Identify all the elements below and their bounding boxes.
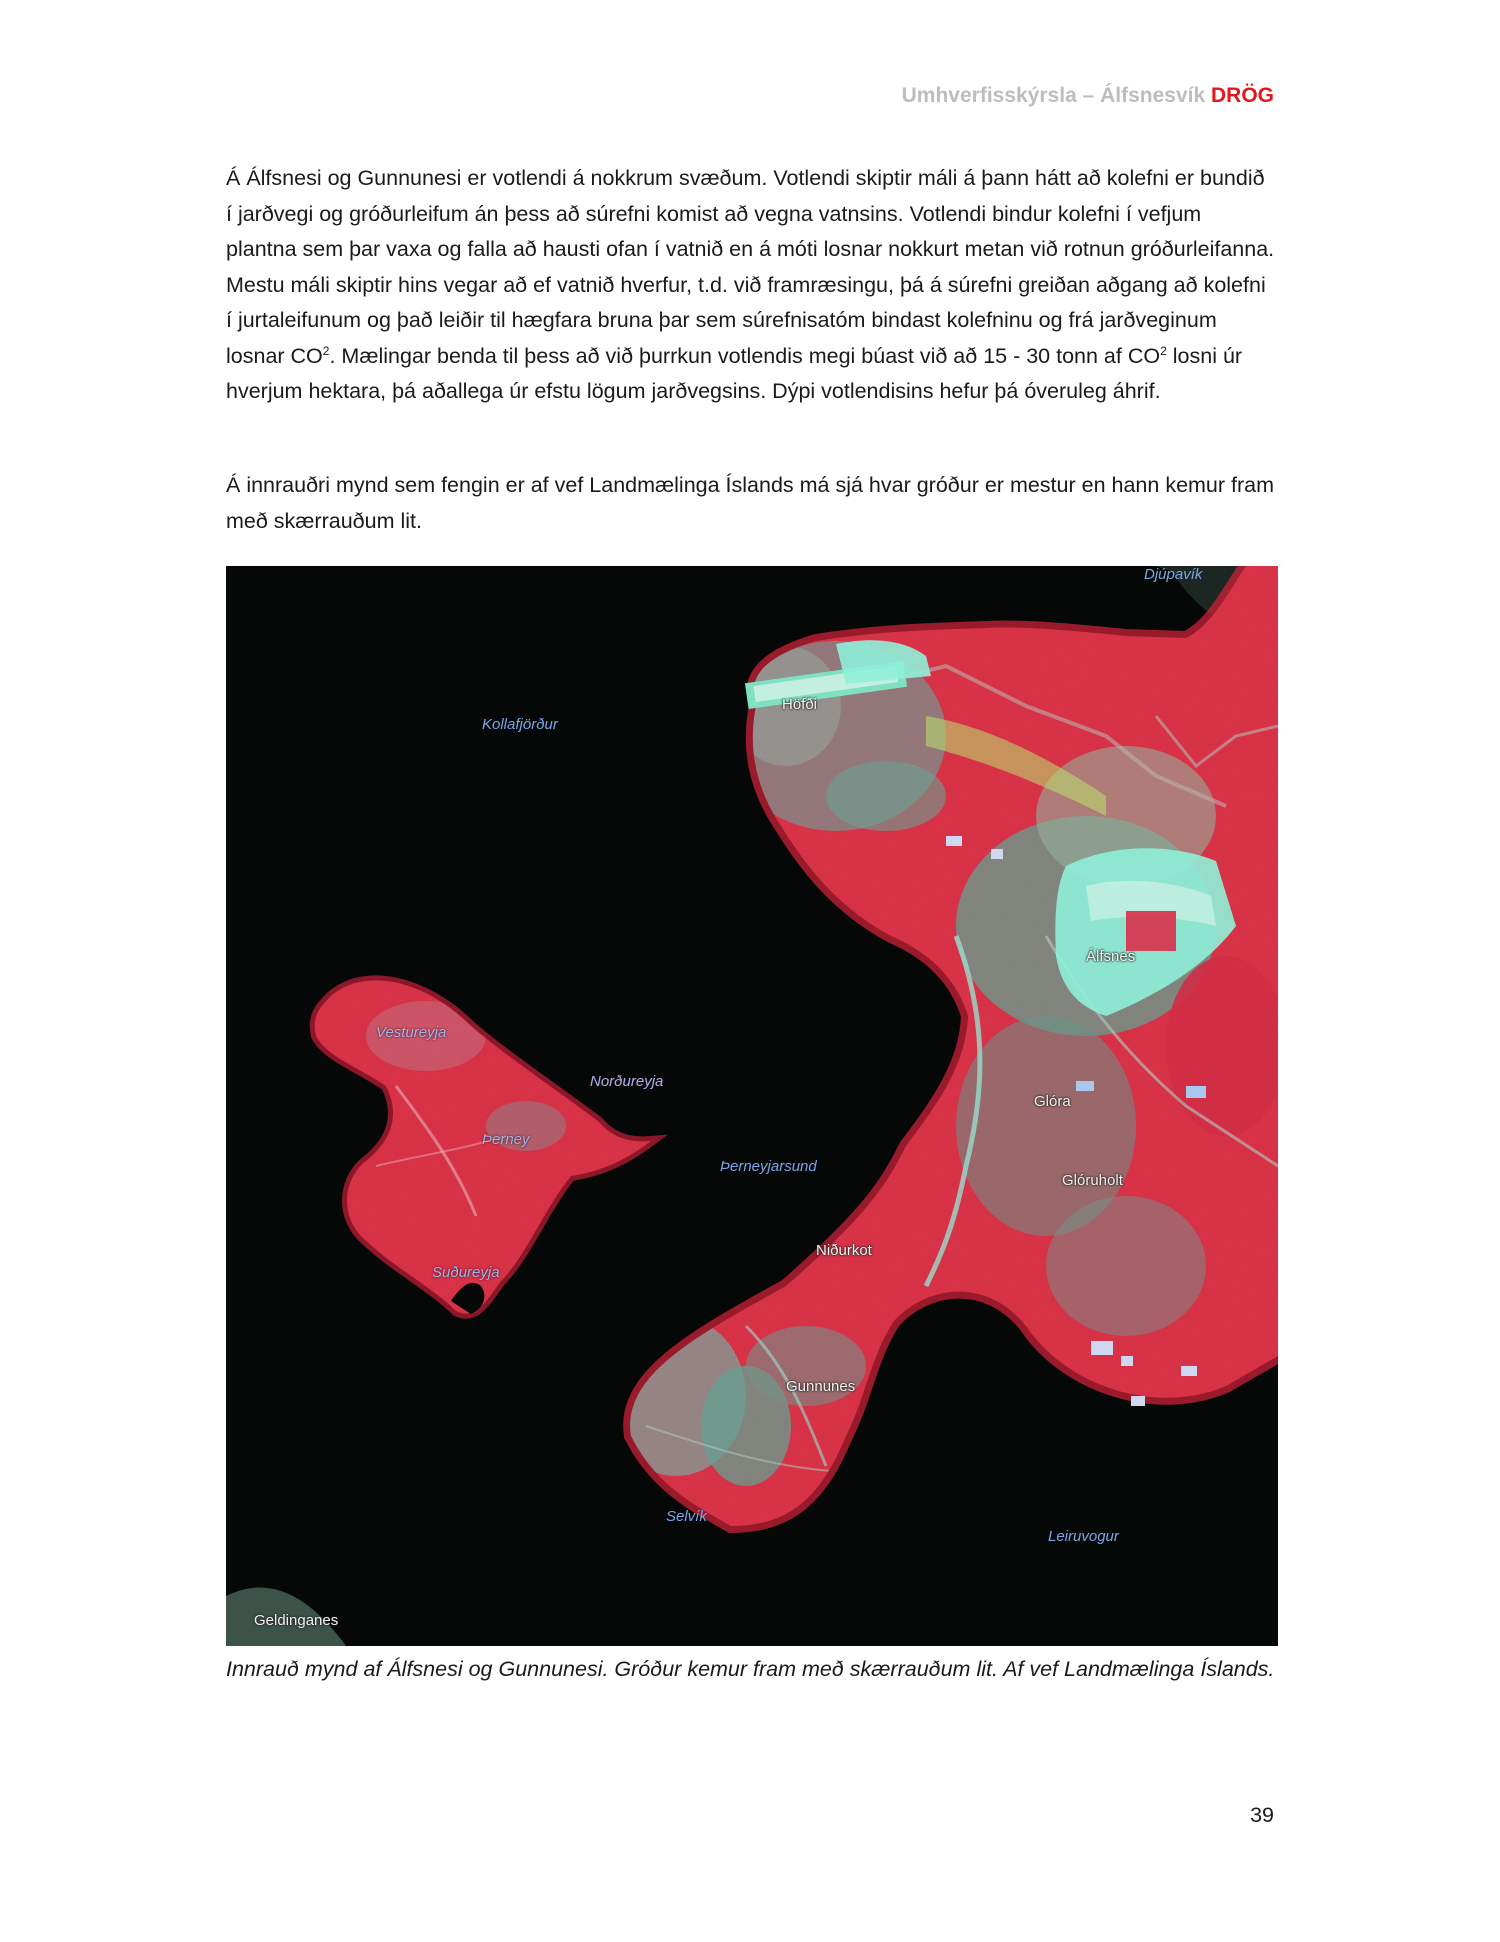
map-label-gunnunes: Gunnunes	[786, 1378, 856, 1395]
paragraph-text-part2: . Mælingar benda til þess að við þurrkun votlendis megi búast við að 15 - 30 tonn af CO	[329, 343, 1161, 368]
map-label-alfsnes: Álfsnes	[1086, 948, 1136, 965]
superscript-2: 2	[322, 343, 330, 358]
paragraph-wetlands	[226, 161, 1276, 410]
map-label-hofdi: Höfði	[782, 696, 818, 713]
figure-caption: Innrauð mynd af Álfsnesi og Gunnunesi. Gróður kemur fram með skærrauðum lit. Af vef Landmælinga Íslands.	[226, 1657, 1275, 1681]
map-label-therneyjarsund: Þerneyjarsund	[720, 1158, 817, 1175]
map-label-therney: Þerney	[482, 1131, 530, 1148]
paragraph-text-part3: losni úr hverjum hektara, þá aðallega úr efstu lögum jarðvegsins. Dýpi votlendisins hefur þá óveruleg áhrif.	[226, 343, 1243, 403]
map-label-geldinganes: Geldinganes	[254, 1612, 339, 1629]
map-label-kollafjordur: Kollafjörður	[482, 716, 558, 733]
paragraph-text-part1: Á Álfsnesi og Gunnunesi er votlendi á nokkrum svæðum. Votlendi skiptir máli á þann hátt að kolefni er bundið í jarðvegi og gróðurleifum án þess að súrefni komist að vegna vatnsins. Votlendi bindur kolefni í vefjum plantna sem þar vaxa og falla að hausti ofan í vatnið en á móti losnar nokkurt metan við rotnun gróðurleifanna. Mestu máli skiptir hins vegar að ef vatnið hverfur, t.d. við framræsingu, þá á súrefni greiðan aðgang að kolefni í jurtaleifunum og það leiðir til hægfara bruna þar sem súrefnisatóm bindast kolefninu og frá jarðveginum losnar CO	[226, 166, 1275, 368]
map-graphic	[226, 566, 1278, 1646]
map-label-glora: Glóra	[1034, 1093, 1071, 1110]
map-label-nidurkot: Niðurkot	[816, 1242, 872, 1259]
map-label-selvik: Selvík	[666, 1508, 707, 1525]
draft-label: DRÖG	[1211, 84, 1274, 107]
map-label-sudureyja: Suðureyja	[432, 1264, 500, 1281]
map-label-djupavik: Djúpavík	[1144, 566, 1203, 583]
infrared-map-image	[226, 566, 1278, 1646]
map-label-vestureyja: Vestureyja	[376, 1024, 447, 1041]
page-number: 39	[1250, 1803, 1274, 1827]
map-label-gloruholt: Glóruholt	[1062, 1172, 1123, 1189]
running-header	[902, 84, 1274, 108]
paragraph-infrared-intro: Á innrauðri mynd sem fengin er af vef Landmælinga Íslands má sjá hvar gróður er mestur en hann kemur fram með skærrauðum lit.	[226, 473, 1275, 533]
header-title: Umhverfisskýrsla – Álfsnesvík	[901, 84, 1206, 107]
map-label-leiruvogur: Leiruvogur	[1048, 1528, 1119, 1545]
superscript-2: 2	[1160, 343, 1167, 358]
map-label-nordureyja: Norðureyja	[590, 1073, 664, 1090]
